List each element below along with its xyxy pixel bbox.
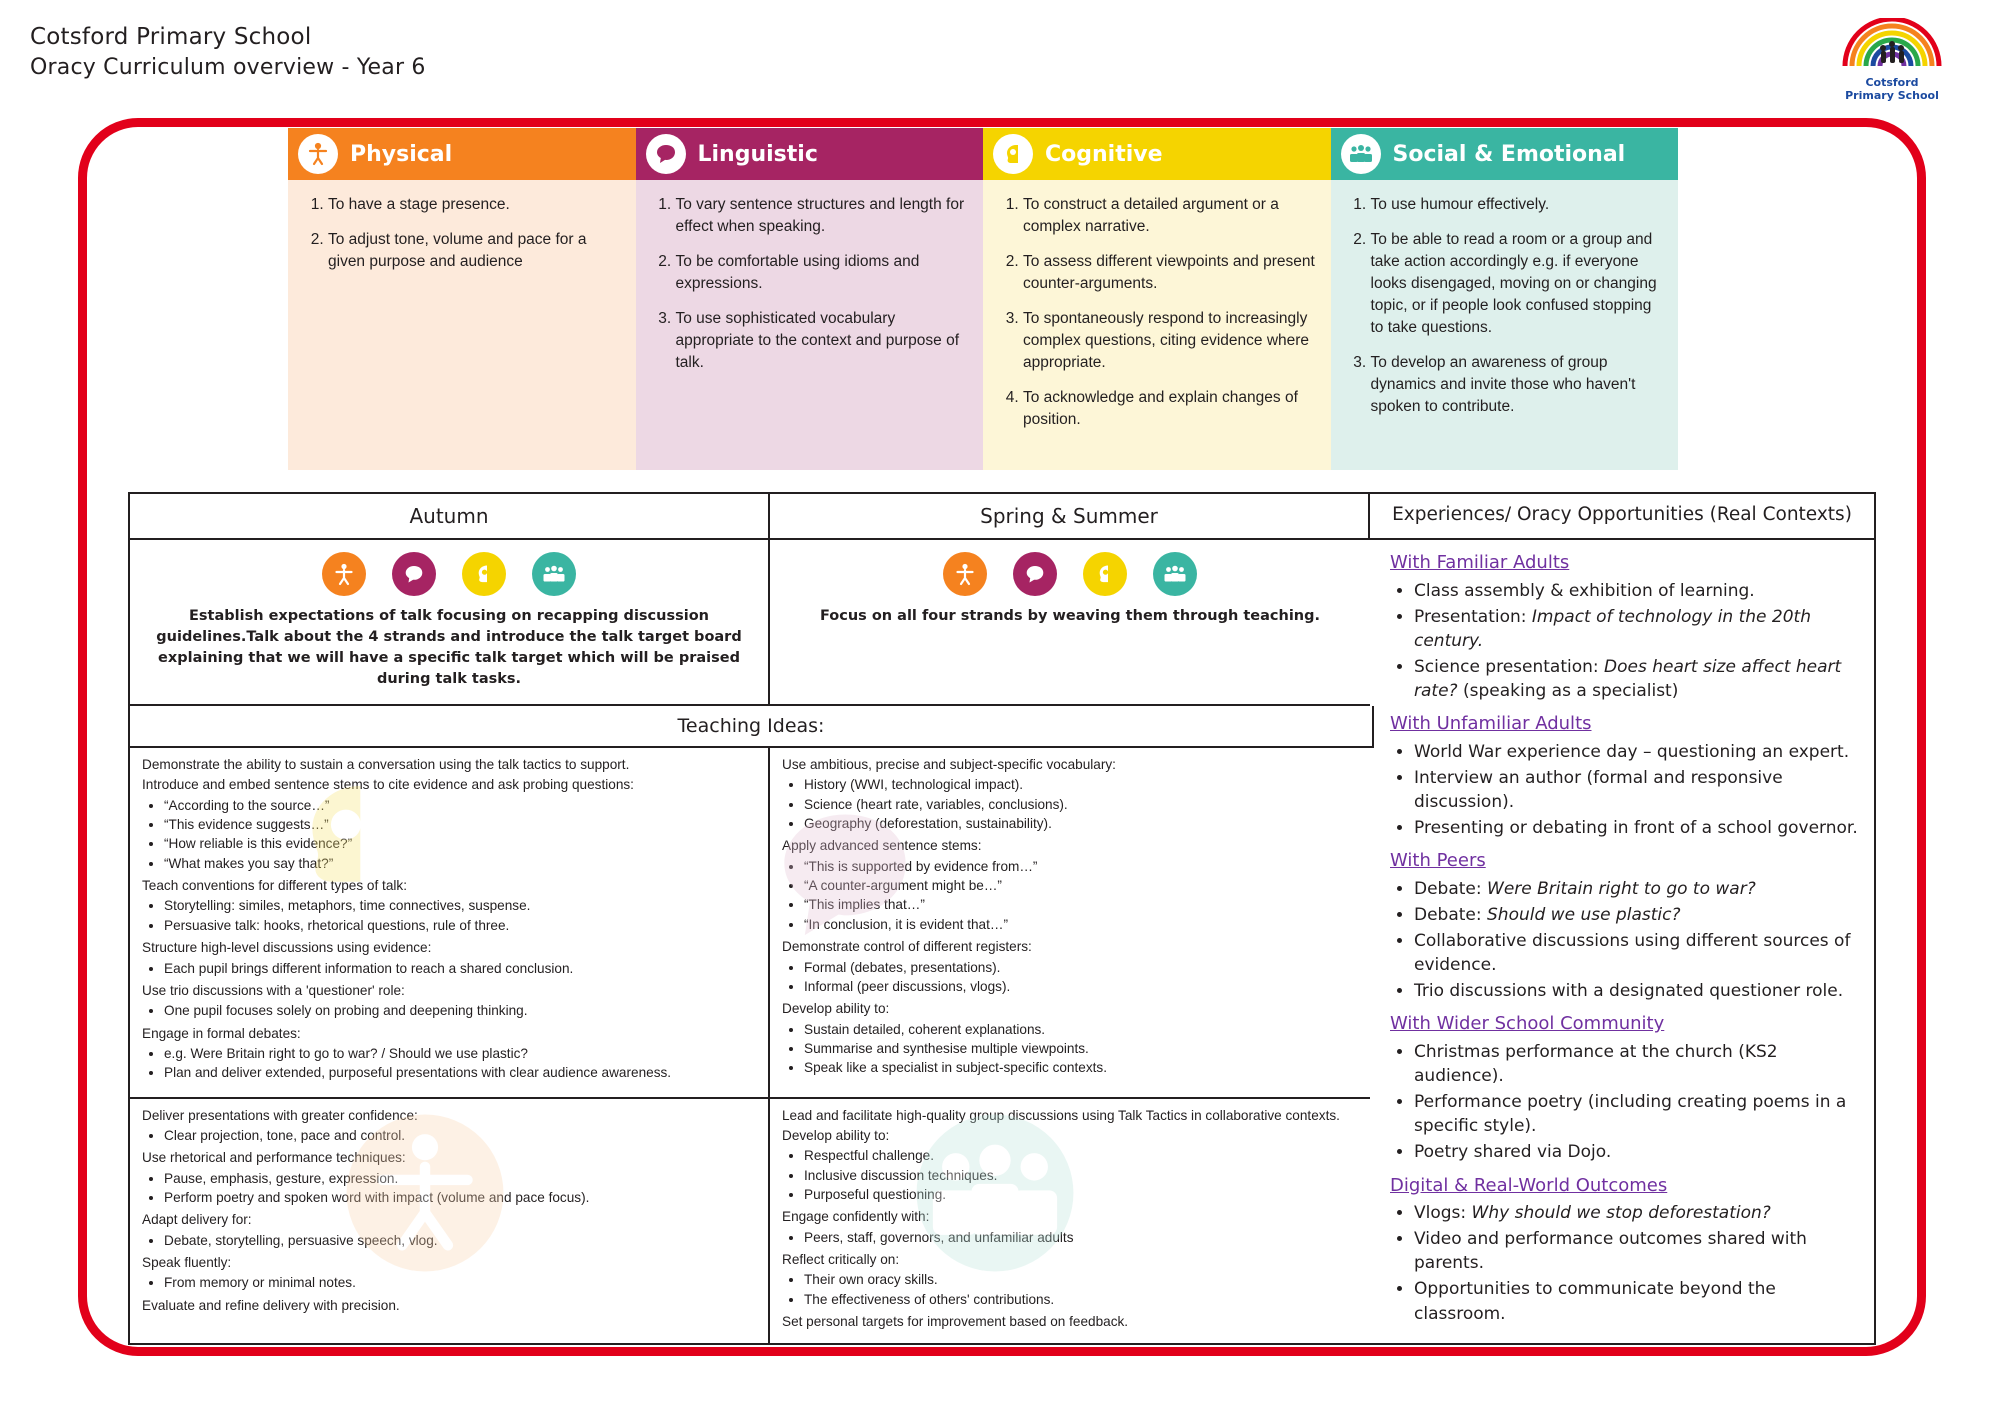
strand-item: 2. To be comfortable using idioms and expressions.	[676, 251, 970, 295]
ideas-tail: Set personal targets for improvement based on feedback.	[782, 1314, 1129, 1329]
strand-item: 1. To construct a detailed argument or a complex narrative.	[1023, 194, 1317, 238]
ideas-bullet: • History (WWI, technological impact).	[804, 776, 1358, 794]
group-people-icon	[532, 552, 576, 596]
experiences-item	[1414, 903, 1860, 927]
grid-body-row	[130, 540, 1874, 1343]
ideas-lead: Adapt delivery for:	[142, 1212, 252, 1228]
experiences-text: Performance poetry (including creating poems in a specific style).	[1414, 1092, 1847, 1137]
experiences-text-italic: Should we use plastic?	[1487, 904, 1681, 925]
strand-social-emotional	[1331, 128, 1679, 470]
head-brain-icon	[462, 552, 506, 596]
strand-item: 1. To have a stage presence.	[328, 194, 622, 216]
experiences-item	[1414, 1090, 1860, 1138]
experiences-text-italic: Were Britain right to go to war?	[1487, 878, 1756, 899]
experiences-column	[1374, 540, 1874, 1343]
ideas-lead: Demonstrate control of different registers:	[782, 939, 1032, 955]
ideas-lead: Demonstrate the ability to sustain a conversation using the talk tactics to support.	[142, 757, 630, 773]
ideas-bullet: • Peers, staff, governors, and unfamiliar adults	[804, 1229, 1358, 1247]
ideas-lead: Use rhetorical and performance techniques:	[142, 1150, 406, 1166]
ideas-bullet: • e.g. Were Britain right to go to war? / Should we use plastic?	[164, 1045, 756, 1063]
strand-physical	[288, 128, 636, 470]
speech-bubble-icon	[392, 552, 436, 596]
experiences-item	[1414, 979, 1860, 1003]
experiences-text: Presentation:	[1414, 606, 1532, 627]
ideas-lead: Develop ability to:	[782, 1127, 890, 1143]
ideas-bullet: • Persuasive talk: hooks, rhetorical questions, rule of three.	[164, 917, 756, 935]
experiences-item	[1414, 1201, 1860, 1225]
autumn-intro-cell	[130, 540, 770, 706]
experiences-heading: With Familiar Adults	[1390, 552, 1570, 573]
experiences-heading: With Unfamiliar Adults	[1390, 713, 1592, 735]
ideas-bullet: • Speak like a specialist in subject-specific contexts.	[804, 1059, 1358, 1077]
spring-ideas-cell-2	[770, 1099, 1370, 1344]
teaching-ideas-header: Teaching Ideas:	[130, 706, 1374, 748]
ideas-bullet: • Informal (peer discussions, vlogs).	[804, 978, 1358, 996]
strand-title-social: Social & Emotional	[1392, 141, 1626, 167]
experiences-text: World War experience day – questioning an expert.	[1414, 741, 1850, 762]
ideas-bullet: • Their own oracy skills.	[804, 1271, 1358, 1289]
ideas-bullet: • From memory or minimal notes.	[164, 1274, 756, 1292]
ideas-lead: Apply advanced sentence stems:	[782, 838, 982, 854]
intro-row	[130, 540, 1374, 706]
spring-intro-text: Focus on all four strands by weaving them through teaching.	[819, 608, 1321, 624]
experiences-text-italic: Why should we stop deforestation?	[1471, 1203, 1771, 1224]
speech-bubble-icon	[646, 134, 686, 174]
ideas-bullet: • Geography (deforestation, sustainability).	[804, 815, 1358, 833]
strand-item: 4. To acknowledge and explain changes of position.	[1023, 387, 1317, 431]
experiences-text: Presenting or debating in front of a school governor.	[1414, 818, 1858, 839]
experiences-text: (speaking as a specialist)	[1457, 681, 1679, 702]
curriculum-grid	[128, 492, 1876, 1345]
school-name: Cotsford Primary School	[30, 24, 312, 50]
strand-item: 2. To be able to read a room or a group and take action accordingly e.g. if everyone looks disengaged, moving on or changing topic, or if people look confused stopping to take questions.	[1371, 229, 1665, 339]
ideas-bullet: • “A counter-argument might be…”	[804, 877, 1358, 895]
experiences-item	[1414, 740, 1860, 764]
ideas-tail: Evaluate and refine delivery with precision.	[142, 1297, 400, 1313]
person-physical-icon	[298, 134, 338, 174]
ideas-lead: Engage in formal debates:	[142, 1025, 301, 1041]
ideas-lead: Deliver presentations with greater confidence:	[142, 1107, 418, 1123]
ideas-bullet: • “How reliable is this evidence?”	[164, 835, 756, 853]
experiences-item	[1414, 766, 1860, 814]
experiences-text: Opportunities to communicate beyond the classroom.	[1414, 1279, 1776, 1324]
ideas-bullet: • Pause, emphasis, gesture, expression.	[164, 1170, 756, 1188]
experiences-text: Video and performance outcomes shared with parents.	[1414, 1229, 1807, 1274]
head-brain-icon	[993, 134, 1033, 174]
ideas-lead: Use ambitious, precise and subject-specific vocabulary:	[782, 757, 1116, 773]
ideas-lead: Engage confidently with:	[782, 1209, 930, 1225]
experiences-item	[1414, 1040, 1860, 1088]
ideas-lead: Structure high-level discussions using evidence:	[142, 940, 432, 956]
ideas-lead: Speak fluently:	[142, 1254, 232, 1270]
autumn-intro-text: Establish expectations of talk focusing on recapping discussion guidelines.Talk about the 4 strands and introduce the talk target board explaining that we will have a specific talk target which will be praised during talk tasks.	[156, 608, 742, 688]
experiences-item	[1414, 605, 1860, 653]
teaching-ideas-row-2	[130, 1099, 1374, 1344]
autumn-ideas-cell-2	[130, 1099, 770, 1344]
experiences-heading: With Peers	[1390, 850, 1486, 872]
ideas-bullet: • The effectiveness of others' contributions.	[804, 1291, 1358, 1309]
strand-title-physical: Physical	[350, 141, 453, 167]
experiences-item	[1414, 929, 1860, 977]
strand-item: 2. To assess different viewpoints and present counter-arguments.	[1023, 251, 1317, 295]
strand-item: 1. To use humour effectively.	[1371, 194, 1665, 216]
experiences-text: Christmas performance at the church (KS2 audience).	[1414, 1041, 1778, 1087]
spring-ideas-cell-1	[770, 748, 1370, 1099]
strand-title-linguistic: Linguistic	[697, 141, 818, 167]
column-header-spring-summer: Spring & Summer	[770, 494, 1370, 540]
strand-item: 3. To use sophisticated vocabulary appropriate to the context and purpose of talk.	[676, 308, 970, 374]
experiences-item	[1414, 816, 1860, 840]
experiences-text-italic: Does heart size affect heart rate?	[1414, 656, 1842, 702]
experiences-text: Collaborative discussions using different sources of evidence.	[1414, 931, 1851, 976]
autumn-ideas-cell-1	[130, 748, 770, 1099]
logo-line-2: Primary School	[1845, 88, 1939, 102]
experiences-text: Debate:	[1414, 904, 1488, 925]
ideas-lead: Lead and facilitate high-quality group discussions using Talk Tactics in collaborative contexts.	[782, 1107, 1340, 1123]
ideas-lead: Introduce and embed sentence stems to cite evidence and ask probing questions:	[142, 777, 634, 793]
ideas-lead: Reflect critically on:	[782, 1251, 900, 1267]
experiences-text: Debate:	[1414, 878, 1488, 899]
strand-item: 1. To vary sentence structures and length for effect when speaking.	[676, 194, 970, 238]
experiences-text: Poetry shared via Dojo.	[1414, 1142, 1612, 1163]
person-physical-icon	[322, 552, 366, 596]
column-header-experiences: Experiences/ Oracy Opportunities (Real Contexts)	[1370, 494, 1874, 540]
ideas-lead: Teach conventions for different types of talk:	[142, 878, 407, 894]
oracy-strands-banner	[288, 128, 1678, 470]
experiences-item	[1414, 655, 1860, 703]
logo-line-1: Cotsford	[1865, 76, 1919, 89]
experiences-item	[1414, 1277, 1860, 1325]
ideas-bullet: • Sustain detailed, coherent explanations.	[804, 1021, 1358, 1039]
ideas-bullet: • Purposeful questioning.	[804, 1186, 1358, 1204]
strand-item: 2. To adjust tone, volume and pace for a given purpose and audience	[328, 229, 622, 273]
ideas-bullet: • Clear projection, tone, pace and control.	[164, 1127, 756, 1145]
school-logo	[1832, 18, 1952, 102]
experiences-item	[1414, 877, 1860, 901]
ideas-bullet: • Summarise and synthesise multiple viewpoints.	[804, 1040, 1358, 1058]
grid-header-row	[130, 494, 1874, 540]
group-people-icon	[1153, 552, 1197, 596]
ideas-bullet: • Storytelling: similes, metaphors, time connectives, suspense.	[164, 897, 756, 915]
group-people-icon	[1341, 134, 1381, 174]
strand-item: 3. To spontaneously respond to increasingly complex questions, citing evidence where appropriate.	[1023, 308, 1317, 374]
experiences-heading: Digital & Real-World Outcomes	[1390, 1174, 1668, 1196]
ideas-bullet: • Debate, storytelling, persuasive speech, vlog.	[164, 1232, 756, 1250]
page-title	[30, 22, 426, 83]
ideas-bullet: • “In conclusion, it is evident that…”	[804, 916, 1358, 934]
person-physical-icon	[943, 552, 987, 596]
strand-item: 3. To develop an awareness of group dynamics and invite those who haven't spoken to contribute.	[1371, 352, 1665, 418]
experiences-text: Class assembly & exhibition of learning.	[1414, 580, 1755, 601]
ideas-bullet: • “What makes you say that?”	[164, 855, 756, 873]
experiences-item	[1414, 579, 1860, 603]
speech-bubble-icon	[1013, 552, 1057, 596]
head-brain-icon	[1083, 552, 1127, 596]
experiences-item	[1414, 1140, 1860, 1164]
ideas-bullet: • One pupil focuses solely on probing and deepening thinking.	[164, 1002, 756, 1020]
strand-icon-row	[784, 552, 1356, 596]
ideas-bullet: • Science (heart rate, variables, conclusions).	[804, 796, 1358, 814]
ideas-bullet: • Inclusive discussion techniques.	[804, 1167, 1358, 1185]
ideas-lead: Use trio discussions with a 'questioner' role:	[142, 982, 405, 998]
column-header-autumn: Autumn	[130, 494, 770, 540]
spring-intro-cell	[770, 540, 1370, 706]
ideas-bullet: • “According to the source…”	[164, 797, 756, 815]
strand-title-cognitive: Cognitive	[1045, 141, 1163, 167]
ideas-bullet: • Perform poetry and spoken word with impact (volume and pace focus).	[164, 1189, 756, 1207]
rainbow-arc-icon	[1837, 18, 1947, 70]
ideas-bullet: • Plan and deliver extended, purposeful presentations with clear audience awareness.	[164, 1064, 756, 1082]
ideas-bullet: • “This implies that…”	[804, 896, 1358, 914]
teaching-ideas-row-1	[130, 748, 1374, 1099]
ideas-bullet: • “This evidence suggests…”	[164, 816, 756, 834]
experiences-text-italic: Impact of technology in the 20th century.	[1414, 606, 1811, 651]
ideas-bullet: • “This is supported by evidence from…”	[804, 858, 1358, 876]
strand-cognitive	[983, 128, 1331, 470]
ideas-bullet: • Formal (debates, presentations).	[804, 959, 1358, 977]
experiences-item	[1414, 1227, 1860, 1275]
ideas-bullet: • Each pupil brings different information to reach a shared conclusion.	[164, 960, 756, 978]
experiences-text: Science presentation:	[1414, 656, 1605, 677]
experiences-text: Interview an author (formal and responsive discussion).	[1414, 767, 1783, 812]
experiences-heading: With Wider School Community	[1390, 1013, 1665, 1035]
experiences-text: Vlogs:	[1414, 1203, 1472, 1224]
ideas-lead: Develop ability to:	[782, 1001, 890, 1017]
document-subtitle: Oracy Curriculum overview - Year 6	[30, 55, 426, 81]
strand-icon-row	[144, 552, 754, 596]
strand-linguistic	[636, 128, 984, 470]
experiences-text: Trio discussions with a designated questioner role.	[1414, 981, 1844, 1002]
ideas-bullet: • Respectful challenge.	[804, 1147, 1358, 1165]
